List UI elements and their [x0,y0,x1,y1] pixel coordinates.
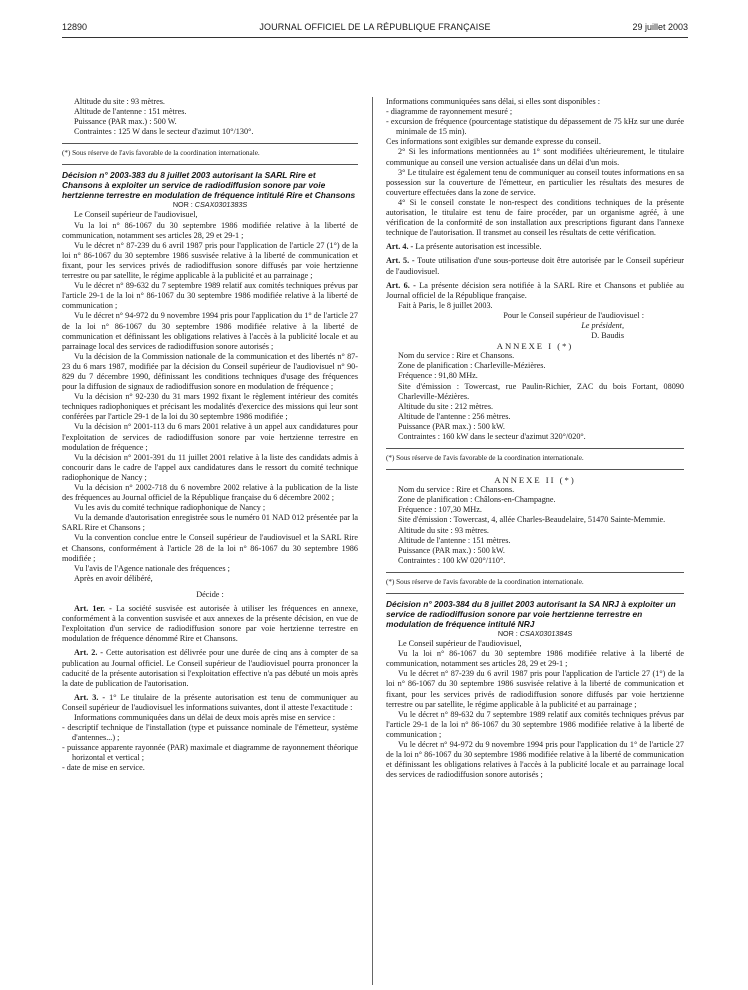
visa-paragraph: Vu le décret n° 89-632 du 7 septembre 1989 relatif aux comités techniques prévus par l'article 29-1 de la loi n° 86-1067 du 30 septembre 1986 modifiée relative à la liberté de communication ; [386,709,684,739]
visa-paragraph: Vu le décret n° 87-239 du 6 avril 1987 pris pour l'application de l'article 27 (1°) de la loi n° 86-1067 du 30 septembre 1986 susvisée relative à la liberté de communication et fixant, pour les services privés de radiodiffusion sonore diffusés par voie hertzienne terrestre ou par satellite, le régime applicable à la publicité et au parrainage ; [62,240,358,281]
article-5-text: Toute utilisation d'une sous-porteuse doit être autorisée par le Conseil supérieur de l'audiovisuel. [386,256,685,276]
left-top-line: Contraintes : 125 W dans le secteur d'azimut 10°/130°. [74,127,254,137]
left-top-line: Puissance (PAR max.) : 500 W. [74,117,177,127]
article-4 [386,242,684,252]
fait-a-paris: Fait à Paris, le 8 juillet 2003. [398,300,493,310]
visa-paragraph: Le Conseil supérieur de l'audiovisuel, [74,210,198,220]
info-item: - diagramme de rayonnement mesuré ; [386,107,513,117]
visa-paragraph: Vu la décision de la Commission nationale de la communication et des libertés n° 87-23 du 6 mars 1987, modifiée par la décision du Conseil supérieur de l'audiovisuel n° 90-829 du 7 décembre 1990, définissant les conditions techniques d'usage des fréquences pour la diffusion de signaux de radiodiffusion sonore en modulation de fréquence ; [62,351,358,392]
decision-title: Décision n° 2003-383 du 8 juillet 2003 autorisant la SARL Rire et Chansons à exploiter un service de radiodiffusion sonore par voie hertzienne terrestre en modulation de fréquence intitulé Rire et Chansons [62,170,356,201]
article-1-label: Art. 1er. - [74,604,112,614]
visa-paragraph: Vu l'avis de l'Agence nationale des fréquences ; [74,563,230,573]
note-separator [386,572,684,573]
visa-paragraph: Vu le décret n° 89-632 du 7 septembre 1989 relatif aux comités techniques prévus par l'article 29-1 de la loi n° 86-1067 du 30 septembre 1986 modifiée relative à la liberté de communication ; [62,281,358,311]
visa-paragraph: Vu le décret n° 94-972 du 9 novembre 1994 pris pour l'application du 1° de l'article 27 de la loi n° 86-1067 du 30 septembre 1986 modifiée relative à la liberté de communication et définissant les obligations relatives à l'accès à la publicité locale et au parrainage local des services de radiodiffusion sonore autorisés ; [386,739,684,780]
visa-paragraph: Vu le décret n° 94-972 du 9 novembre 1994 pris pour l'application du 1° de l'article 27 de la loi n° 86-1067 du 30 septembre 1986 modifiée relative à la liberté de communication et définissant les obligations relatives à l'accès à la publicité locale et au parrainage local des services de radiodiffusion sonore autorisés ; [62,311,358,351]
journal-title: JOURNAL OFFICIEL DE LA RÉPUBLIQUE FRANÇAISE [259,22,491,32]
annexe-2-line: Altitude de l'antenne : 151 mètres. [398,535,511,545]
annexe-2-line: Contraintes : 100 kW 020°/110°. [398,555,506,565]
section-separator [386,593,684,594]
note-separator [386,448,684,449]
note-separator [62,143,358,144]
visa-paragraph: Après en avoir délibéré, [74,573,153,583]
info-paragraph: 2° Si les informations mentionnées au 1° sont modifiées ultérieurement, le titulaire communique au conseil une version actualisée dans un délai d'un mois. [386,147,684,167]
visa-paragraph: Vu les avis du comité technique radiophonique de Nancy ; [74,503,266,513]
annexe-1-line: Altitude de l'antenne : 256 mètres. [398,411,511,421]
annexe-1-line: Site d'émission : Towercast, rue Paulin-Richier, ZAC du bois Fortant, 08090 Charleville-Mézières. [398,381,684,401]
right-column [386,97,684,780]
annexe-1-line: Zone de planification : Charleville-Mézières. [398,361,546,371]
coordination-note: (*) Sous réserve de l'avis favorable de la coordination internationale. [62,149,260,158]
annexe-2-line: Puissance (PAR max.) : 500 kW. [398,545,505,555]
visa-paragraph: Le Conseil supérieur de l'audiovisuel, [398,639,522,649]
page-number: 12890 [62,22,88,32]
signature-president [386,321,684,331]
section-separator [62,164,358,165]
article-2-text: Cette autorisation est délivrée pour une durée de cinq ans à compter de sa publication au Journal officiel. Le Conseil supérieur de l'audiovisuel pourra prononcer la caducité de la présente autorisation si l'exploitation effective n'a pas débuté un mois après la date de publication de l'autorisation. [62,648,359,688]
info-paragraph: Ces informations sont exigibles sur demande expresse du conseil. [386,137,601,147]
section-separator [386,469,684,470]
page-header [62,22,688,36]
visa-paragraph: Vu la convention conclue entre le Conseil supérieur de l'audiovisuel et la SARL Rire et Chansons, conformément à l'article 28 de la loi n° 86-1067 du 30 septembre 1986 modifiée ; [62,533,358,563]
article-3-label: Art. 3. - [74,692,106,702]
article-2 [62,648,358,688]
article-2-label: Art. 2. - [74,648,104,658]
president-title: Le président, [581,320,624,330]
info-item: - excursion de fréquence (pourcentage statistique du dépassement de 75 kHz sur une durée minimale de 15 min). [386,117,684,137]
nor-reference [62,200,358,210]
article-3 [62,693,358,713]
annexe-1-line: Altitude du site : 212 mètres. [398,401,494,411]
visa-paragraph: Vu la décision n° 2002-718 du 6 novembre 2002 relative à la publication de la liste des fréquences au Journal officiel de la République française du 6 décembre 2002 ; [62,483,358,503]
article-3-item: - descriptif technique de l'installation (type et puissance nominale de l'émetteur, système d'antennes...) ; [62,723,358,743]
article-5-label: Art. 5. - [386,256,415,266]
annexe-1-line: Puissance (PAR max.) : 500 kW. [398,421,505,431]
article-5 [386,256,684,276]
annexe-1-note: (*) Sous réserve de l'avis favorable de la coordination internationale. [386,454,584,463]
visa-paragraph: Vu la loi n° 86-1067 du 30 septembre 1986 modifiée relative à la liberté de communication, notamment ses articles 28, 29 et 29-1 ; [386,649,684,669]
visa-paragraph: Vu la demande d'autorisation enregistrée sous le numéro 01 NAD 012 présentée par la SARL Rire et Chansons ; [62,513,358,533]
annexe-2-line: Zone de planification : Châlons-en-Champagne. [398,495,556,505]
signature-pour: Pour le Conseil supérieur de l'audiovisuel : [503,310,644,320]
info-sans-delai: Informations communiquées sans délai, si elles sont disponibles : [386,97,600,106]
annexe-2-note: (*) Sous réserve de l'avis favorable de la coordination internationale. [386,577,584,586]
signature-name: D. Baudis [591,331,624,341]
annexe-1-title: ANNEXE I (*) [496,341,574,352]
article-6-label: Art. 6. - [386,280,416,290]
nor-label: NOR : [172,200,195,210]
nor-code: CSAX0301384S [519,628,573,638]
annexe-1-line: Contraintes : 160 kW dans le secteur d'azimut 320°/020°. [398,432,586,441]
info-paragraph: 4° Si le conseil constate le non-respect des conditions techniques de la présente autorisation, le titulaire est tenu de faire procéder, par un organisme agréé, à une vérification de la conformité de son installation aux prescriptions figurant dans l'annexe technique de l'autorisation. Il transmet au conseil les résultats de cette vérification. [386,197,684,238]
decide-heading: Décide : [196,589,224,599]
header-rule [62,37,688,38]
annexe-2-line: Altitude du site : 93 mètres. [398,525,489,535]
annexe-1-line: Nom du service : Rire et Chansons. [398,351,515,361]
left-top-line: Altitude de l'antenne : 151 mètres. [74,107,187,117]
annexe-2-line: Nom du service : Rire et Chansons. [398,485,515,495]
visa-paragraph: Vu le décret n° 87-239 du 6 avril 1987 pris pour l'application de l'article 27 (1°) de la loi n° 86-1067 du 30 septembre 1986 susvisée relative à la liberté de communication et fixant, pour les services privés de radiodiffusion sonore diffusés par voie hertzienne terrestre ou par satellite, le régime applicable à la publicité et au parrainage ; [386,669,684,709]
issue-date: 29 juillet 2003 [632,22,688,32]
visa-paragraph: Vu la décision n° 2001-391 du 11 juillet 2001 relative à la liste des candidats admis à concourir dans le cadre de l'appel aux candidatures dans le ressort du comité technique radiophonique de Nancy ; [62,452,358,482]
article-3-text: 1° Le titulaire de la présente autorisation est tenu de communiquer au Conseil supérieur de l'audiovisuel les informations suivantes, dont il atteste l'exactitude : [62,692,359,712]
annexe-2-title: ANNEXE II (*) [494,475,576,486]
nor-code: CSAX0301383S [194,200,248,210]
article-3-item: - puissance apparente rayonnée (PAR) maximale et diagramme de rayonnement théorique horizontal et vertical ; [62,743,358,763]
annexe-2-line: Site d'émission : Towercast, 4, allée Charles-Beaudelaire, 51470 Sainte-Memmie. [398,515,666,525]
article-6-text: La présente décision sera notifiée à la SARL Rire et Chansons et publiée au Journal officiel de la République française. [386,280,685,300]
nor-reference-2 [386,629,684,639]
article-4-label: Art. 4. - [386,242,414,252]
article-1-text: La société susvisée est autorisée à utiliser les fréquences en annexe, conformément à la convention susvisée et aux annexes de la présente décision, en vue de l'exploitation d'un service de radiodiffusion sonore par voie hertzienne terrestre en modulation de fréquence dénommé Rire et Chansons. [62,604,358,644]
article-1 [62,604,358,644]
visa-paragraph: Vu la loi n° 86-1067 du 30 septembre 1986 modifiée relative à la liberté de communication, notamment ses articles 28, 29 et 29-1 ; [62,220,358,240]
left-top-line: Altitude du site : 93 mètres. [74,97,165,106]
article-6 [386,281,684,301]
column-separator [372,97,373,985]
visa-paragraph: Vu la décision n° 92-230 du 31 mars 1992 fixant le règlement intérieur des comités techniques radiophoniques et précisant les modalités d'exercice des missions qui leur sont conférées par l'article 29-1 de la loi du 30 septembre 1986 modifiée ; [62,392,358,422]
decision-2-title: Décision n° 2003-384 du 8 juillet 2003 autorisant la SA NRJ à exploiter un service de radiodiffusion sonore par voie hertzienne terrestre en modulation de fréquence intitulé NRJ [386,598,676,629]
left-column [62,97,358,774]
visa-paragraph: Vu la décision n° 2001-113 du 6 mars 2001 relative à un appel aux candidatures pour l'exploitation de services de radiodiffusion sonore par voie hertzienne terrestre en modulation de fréquence ; [62,422,358,452]
info-paragraph: 3° Le titulaire est également tenu de communiquer au conseil toutes informations en sa possession sur la couverture de l'émetteur, en particulier les résultats des mesures de couverture effectuées dans la zone de service. [386,167,684,197]
annexe-1-line: Fréquence : 91,80 MHz. [398,371,478,381]
article-4-text: La présente autorisation est incessible. [413,242,542,252]
nor-label: NOR : [497,628,520,638]
article-3-item: - date de mise en service. [62,763,145,773]
article-3-info: Informations communiquées dans un délai de deux mois après mise en service : [74,712,336,722]
annexe-2-line: Fréquence : 107,30 MHz. [398,505,482,515]
